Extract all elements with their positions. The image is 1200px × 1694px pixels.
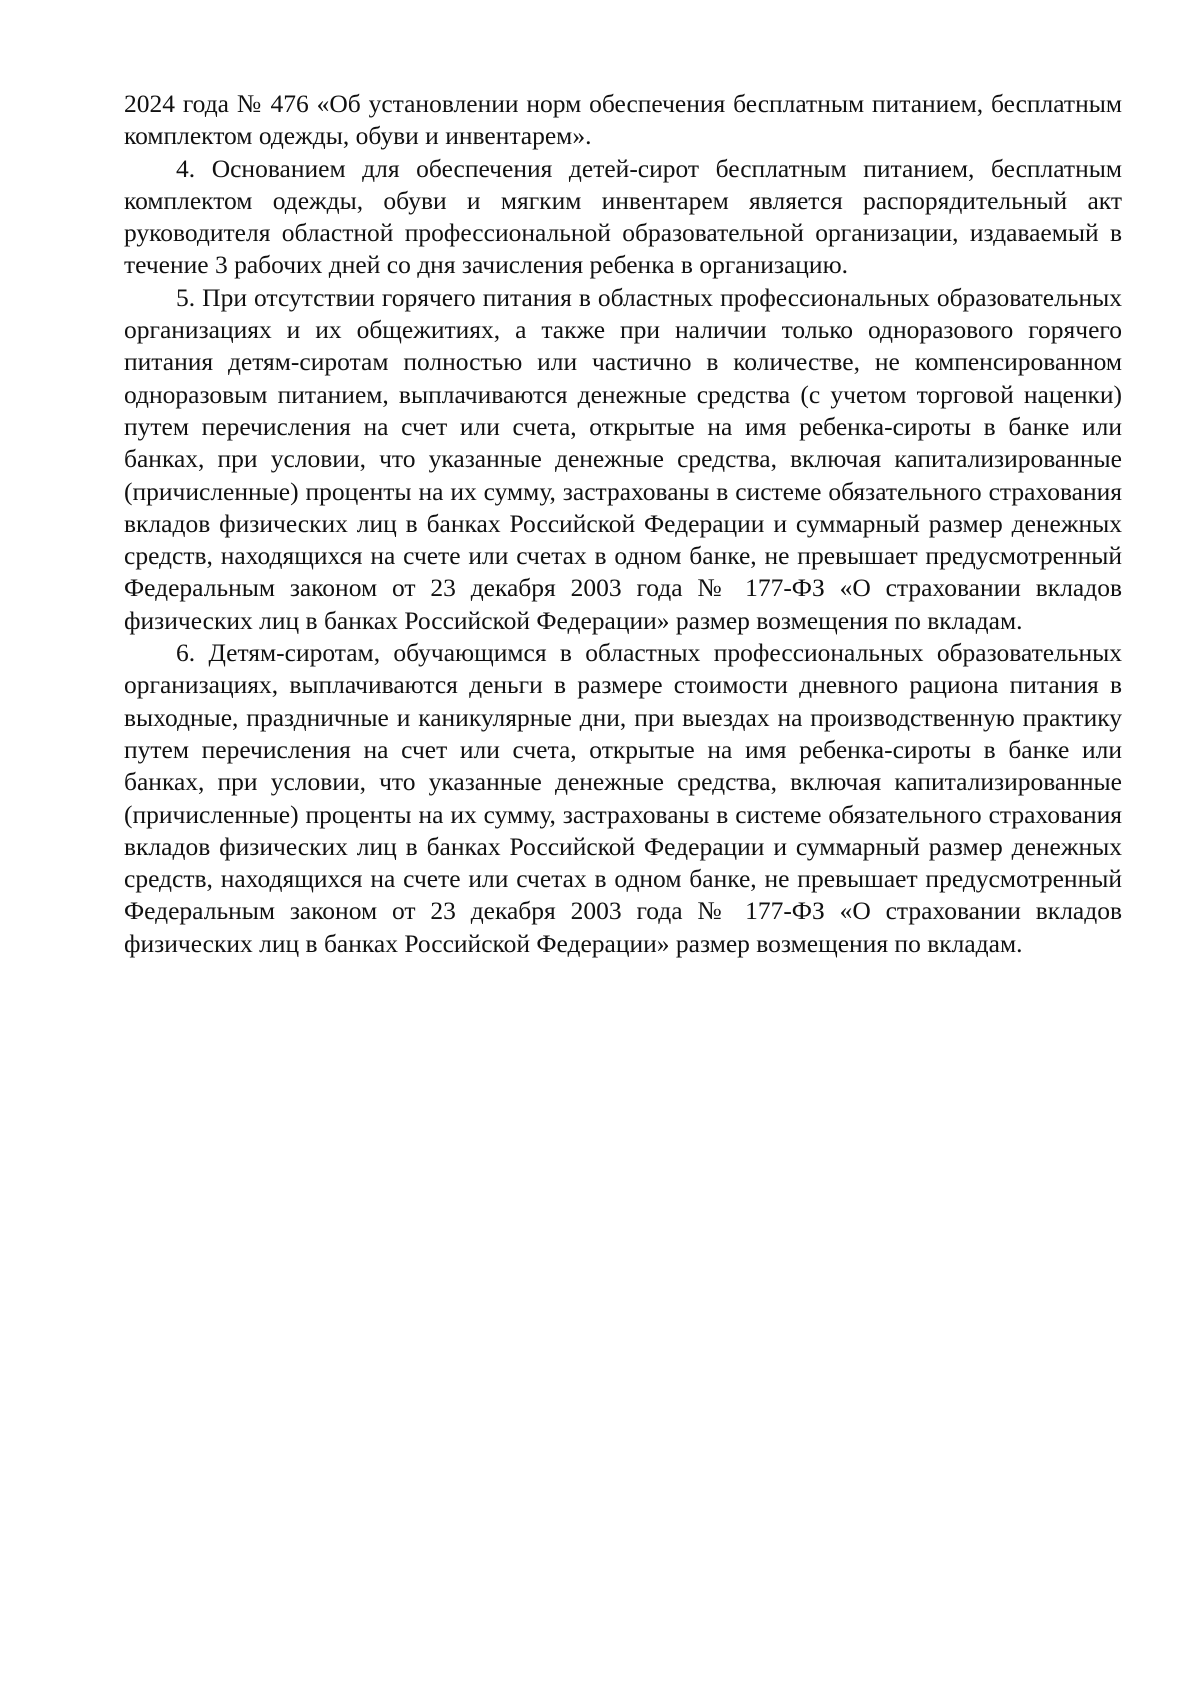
paragraph-4: [124, 153, 1122, 282]
paragraph-5: [124, 282, 1122, 637]
document-page: [124, 88, 1122, 960]
paragraph-text: При отсутствии горячего питания в областных профессиональных образовательных организациях и их общежитиях, а также при наличии только одноразового горячего питания детям-сиротам полностью или частично в количестве, не компенсированном одноразовым питанием, выплачиваются денежные средства (с учетом торговой наценки) путем перечисления на счет или счета, открытые на имя ребенка-сироты в банке или банках, при условии, что указанные денежные средства, включая капитализированные (причисленные) проценты на их сумму, застрахованы в системе обязательного страхования вкладов физических лиц в банках Российской Федерации и суммарный размер денежных средств, находящихся на счете или счетах в одном банке, не превышает предусмотренный Федеральным законом от 23 декабря 2003 года № 177-ФЗ «О страховании вкладов физических лиц в банках Российской Федерации» размер возмещения по вкладам.: [124, 282, 1123, 635]
paragraph-text: Основанием для обеспечения детей-сирот бесплатным питанием, бесплатным комплектом одежды, обуви и мягким инвентарем является распорядительный акт руководителя областной профессиональной образовательной организации, издаваемый в течение 3 рабочих дней со дня зачисления ребенка в организацию.: [124, 153, 1122, 280]
paragraph-number: 4.: [176, 153, 196, 183]
paragraph-6: [124, 637, 1122, 960]
paragraph-text: 2024 года № 476 «Об установлении норм обеспечения бесплатным питанием, бесплатным комплектом одежды, обуви и инвентарем».: [124, 89, 1122, 151]
paragraph-number: 6.: [176, 638, 196, 668]
paragraph-text: Детям-сиротам, обучающимся в областных профессиональных образовательных организациях, выплачиваются деньги в размере стоимости дневного рациона питания в выходные, праздничные и каникулярные дни, при выездах на производственную практику путем перечисления на счет или счета, открытые на имя ребенка-сироты в банке или банках, при условии, что указанные денежные средства, включая капитализированные (причисленные) проценты на их сумму, застрахованы в системе обязательного страхования вкладов физических лиц в банках Российской Федерации и суммарный размер денежных средств, находящихся на счете или счетах в одном банке, не превышает предусмотренный Федеральным законом от 23 декабря 2003 года № 177-ФЗ «О страховании вкладов физических лиц в банках Российской Федерации» размер возмещения по вкладам.: [124, 638, 1122, 958]
paragraph-continuation: [124, 88, 1122, 153]
paragraph-number: 5.: [176, 282, 196, 312]
